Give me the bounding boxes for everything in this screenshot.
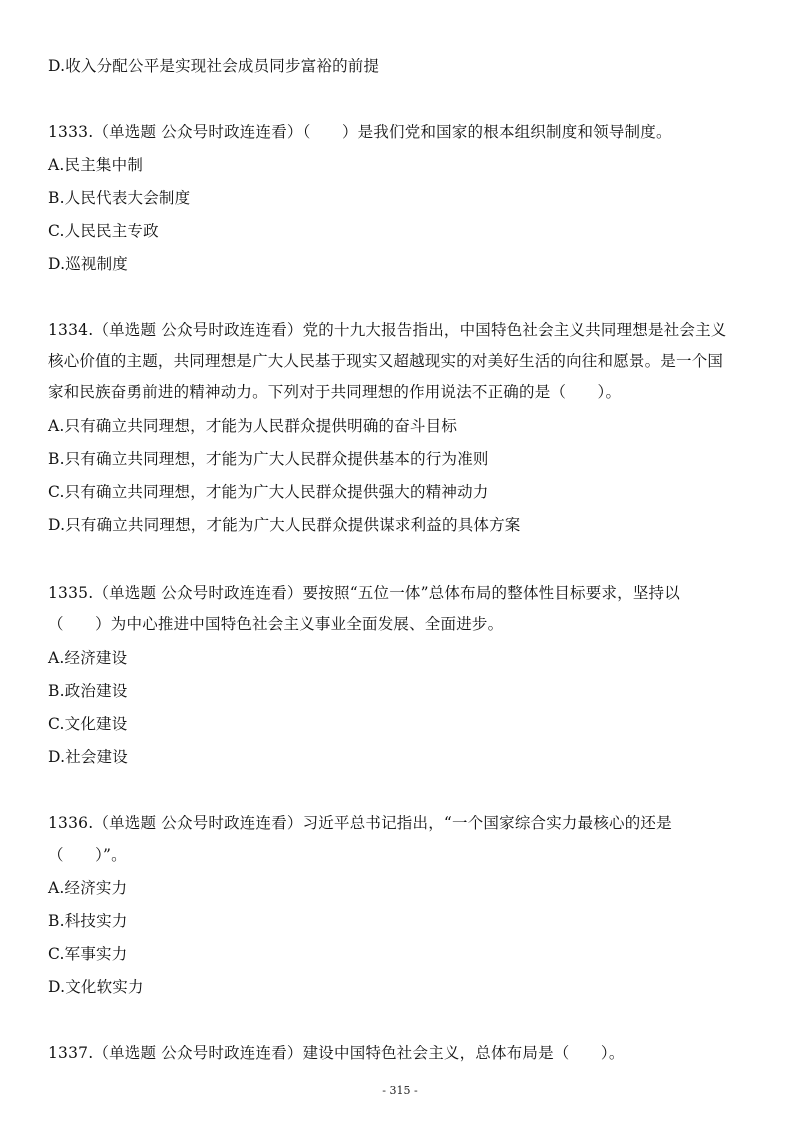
option-a-1333: A.民主集中制	[48, 156, 144, 174]
question-1337: 1337.（单选题 公众号时政连连看）建设中国特色社会主义，总体布局是（ ）。	[48, 1044, 625, 1062]
option-c-1335: C.文化建设	[48, 715, 128, 733]
option-d-1333: D.巡视制度	[48, 255, 129, 273]
option-d-1335: D.社会建设	[48, 748, 129, 766]
option-d-1332: D.收入分配公平是实现社会成员同步富裕的前提	[48, 57, 380, 75]
option-b-1334: B.只有确立共同理想，才能为广大人民群众提供基本的行为准则	[48, 450, 489, 468]
option-d-1334: D.只有确立共同理想，才能为广大人民群众提供谋求利益的具体方案	[48, 516, 521, 534]
option-a-1335: A.经济建设	[48, 649, 128, 667]
option-c-1336: C.军事实力	[48, 945, 128, 963]
question-1335-line-2: （ ）为中心推进中国特色社会主义事业全面发展、全面进步。	[48, 615, 504, 633]
option-a-1336: A.经济实力	[48, 879, 128, 897]
question-1333: 1333.（单选题 公众号时政连连看）（ ）是我们党和国家的根本组织制度和领导制度。	[48, 123, 672, 141]
question-1336-line-2: （ ）”。	[48, 846, 127, 864]
page-number: - 315 -	[382, 1084, 418, 1097]
option-c-1334: C.只有确立共同理想，才能为广大人民群众提供强大的精神动力	[48, 483, 489, 501]
option-b-1336: B.科技实力	[48, 912, 128, 930]
question-1336-line-1: 1336.（单选题 公众号时政连连看）习近平总书记指出，“一个国家综合实力最核心的还是	[48, 814, 672, 832]
option-d-1336: D.文化软实力	[48, 978, 144, 996]
option-b-1333: B.人民代表大会制度	[48, 189, 191, 207]
question-1335-line-1: 1335.（单选题 公众号时政连连看）要按照“五位一体”总体布局的整体性目标要求，坚持以	[48, 584, 680, 602]
question-1334-line-3: 家和民族奋勇前进的精神动力。下列对于共同理想的作用说法不正确的是（ ）。	[48, 383, 622, 401]
question-1334-line-2: 核心价值的主题，共同理想是广大人民基于现实又超越现实的对美好生活的向往和愿景。是一个国	[48, 352, 724, 370]
option-c-1333: C.人民民主专政	[48, 222, 159, 240]
option-a-1334: A.只有确立共同理想，才能为人民群众提供明确的奋斗目标	[48, 417, 458, 435]
option-b-1335: B.政治建设	[48, 682, 128, 700]
question-1334-line-1: 1334.（单选题 公众号时政连连看）党的十九大报告指出，中国特色社会主义共同理想是社会主义	[48, 321, 727, 339]
